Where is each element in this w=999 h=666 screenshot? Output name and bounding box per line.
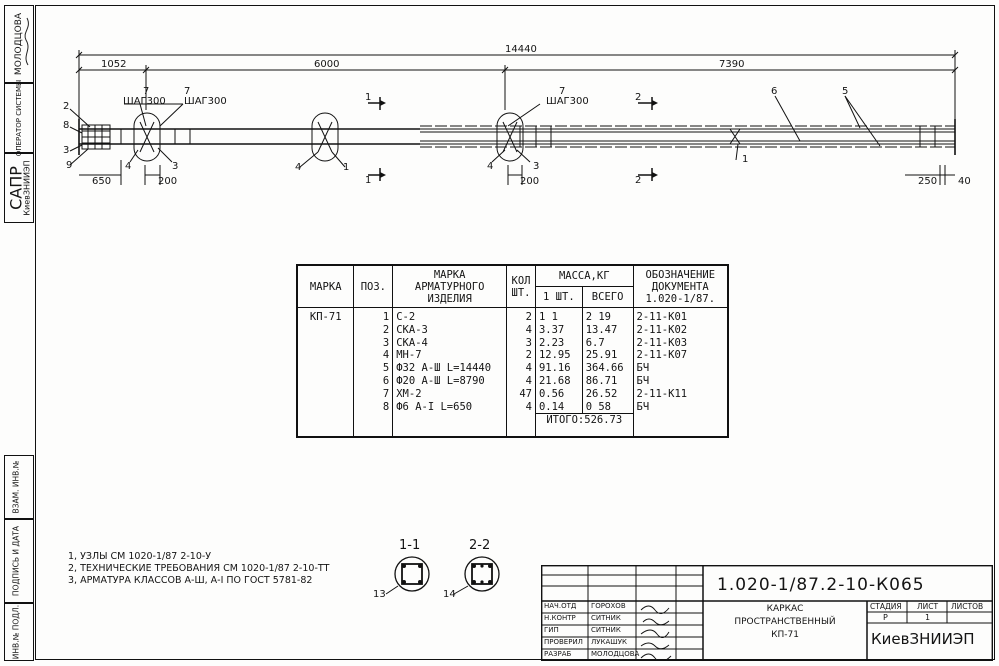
spec-marka-cell: КП-71 bbox=[309, 311, 342, 323]
spec-cell-poz: 1 bbox=[354, 308, 393, 324]
spec-cell-qty: 2 bbox=[507, 349, 536, 362]
callout-3: 3 bbox=[63, 145, 70, 156]
spec-row bbox=[297, 337, 728, 350]
name-4: МОЛОДЦОВА bbox=[591, 650, 640, 658]
spec-row bbox=[297, 324, 728, 337]
callout-3b: 3 bbox=[172, 161, 179, 172]
spec-cell-m1: 0.56 bbox=[535, 388, 582, 401]
header-marka: МАРКА bbox=[297, 265, 354, 308]
spec-cell-item: СКА-4 bbox=[393, 337, 507, 350]
strip-podpis bbox=[4, 519, 34, 603]
step-label-1: ШАГ300 bbox=[123, 96, 166, 107]
callout-7b: 7 bbox=[184, 86, 191, 97]
dim-650: 650 bbox=[92, 176, 112, 187]
spec-cell-poz: 4 bbox=[354, 349, 393, 362]
spec-cell-m1: 91.16 bbox=[535, 362, 582, 375]
spec-cell-doc: БЧ bbox=[633, 362, 728, 375]
spec-cell-doc: 2-11-К03 bbox=[633, 337, 728, 350]
spec-empty-cell bbox=[354, 414, 393, 437]
description-line-2: ПРОСТРАНСТВЕННЫЙ bbox=[734, 617, 836, 627]
organization-name: КиевЗНИИЭП bbox=[871, 630, 975, 648]
stage-value: Р bbox=[883, 613, 888, 622]
dim-250: 250 bbox=[918, 176, 938, 187]
spec-cell-m1: 3.37 bbox=[535, 324, 582, 337]
spec-cell-doc: 2-11-К11 bbox=[633, 388, 728, 401]
spec-cell-m1: 2.23 bbox=[535, 337, 582, 350]
sheet-label: ЛИСТ bbox=[917, 602, 939, 611]
spec-cell-mall: 0 58 bbox=[582, 401, 633, 414]
cage-drawing bbox=[0, 0, 999, 260]
spec-cell-qty: 3 bbox=[507, 337, 536, 350]
dim-segment-1: 1052 bbox=[101, 59, 127, 70]
callout-4b: 4 bbox=[295, 162, 302, 173]
spec-cell-mall: 6.7 bbox=[582, 337, 633, 350]
callout-6: 6 bbox=[771, 86, 778, 97]
spec-row bbox=[297, 388, 728, 401]
header-mass-one: 1 ШТ. bbox=[535, 287, 582, 308]
spec-cell-qty: 4 bbox=[507, 362, 536, 375]
role-4: РАЗРАБ bbox=[544, 650, 572, 658]
header-item: МАРКА АРМАТУРНОГО ИЗДЕЛИЯ bbox=[393, 265, 507, 308]
spec-cell-qty: 4 bbox=[507, 401, 536, 414]
spec-cell-item: С-2 bbox=[393, 308, 507, 324]
section-views bbox=[370, 552, 510, 602]
role-1: Н.КОНТР bbox=[544, 614, 576, 622]
spec-row bbox=[297, 308, 728, 324]
strip-operator-text: ОПЕРАТОР СИСТЕМЫ bbox=[15, 79, 23, 157]
spec-cell-item: Ф20 А-Ш L=8790 bbox=[393, 375, 507, 388]
spec-cell-mall: 2 19 bbox=[582, 308, 633, 324]
spec-cell-item: Ф32 А-Ш L=14440 bbox=[393, 362, 507, 375]
spec-row bbox=[297, 375, 728, 388]
spec-row bbox=[297, 349, 728, 362]
spec-cell-poz: 5 bbox=[354, 362, 393, 375]
section-1-title: 1-1 bbox=[399, 538, 421, 553]
callout-7c: 7 bbox=[559, 86, 566, 97]
spec-cell-qty: 4 bbox=[507, 375, 536, 388]
spec-cell-m1: 21.68 bbox=[535, 375, 582, 388]
description-line-1: КАРКАС bbox=[766, 604, 804, 614]
sheets-label: ЛИСТОВ bbox=[951, 602, 984, 611]
title-block bbox=[541, 565, 993, 661]
name-1: СИТНИК bbox=[591, 614, 621, 622]
spec-cell-doc: 2-11-К07 bbox=[633, 349, 728, 362]
spec-cell-doc: БЧ bbox=[633, 375, 728, 388]
callout-2: 2 bbox=[63, 101, 70, 112]
strip-org-text: КиевЗНИИЭП bbox=[22, 160, 32, 216]
spec-cell-mall: 25.91 bbox=[582, 349, 633, 362]
section-mark-1-bottom: 1 bbox=[365, 175, 372, 186]
strip-inv bbox=[4, 603, 34, 661]
spec-cell-poz: 2 bbox=[354, 324, 393, 337]
header-doc: ОБОЗНАЧЕНИЕ ДОКУМЕНТА 1.020-1/87. bbox=[633, 265, 728, 308]
strip-sapr-text: САПР bbox=[6, 166, 26, 210]
callout-5: 5 bbox=[842, 86, 849, 97]
callout-4: 4 bbox=[125, 161, 132, 172]
callout-4c: 4 bbox=[487, 161, 494, 172]
spec-cell-mall: 364.66 bbox=[582, 362, 633, 375]
dim-segment-3: 7390 bbox=[719, 59, 745, 70]
name-3: ЛУКАШУК bbox=[591, 638, 628, 646]
notes-block bbox=[68, 551, 330, 587]
spec-empty-cell bbox=[507, 414, 536, 437]
document-code: 1.020-1/87.2-10-К065 bbox=[717, 575, 925, 595]
spec-cell-doc: БЧ bbox=[633, 401, 728, 414]
name-0: ГОРОХОВ bbox=[591, 602, 626, 610]
header-mass-all: ВСЕГО bbox=[582, 287, 633, 308]
header-mass: МАССА,КГ bbox=[535, 265, 633, 287]
strip-inv-text: ИНВ.№ ПОДЛ. bbox=[11, 604, 21, 660]
section-mark-2-top: 2 bbox=[635, 92, 642, 103]
dim-200-left: 200 bbox=[158, 176, 178, 187]
role-0: НАЧ.ОТД bbox=[544, 602, 577, 610]
section-mark-1-top: 1 bbox=[365, 92, 372, 103]
spec-cell-mall: 86.71 bbox=[582, 375, 633, 388]
note-2: 2, ТЕХНИЧЕСКИЕ ТРЕБОВАНИЯ СМ 1020-1/87 2-10-ТТ bbox=[68, 563, 330, 574]
note-1: 1, УЗЛЫ СМ 1020-1/87 2-10-У bbox=[68, 551, 212, 562]
dim-40: 40 bbox=[958, 176, 971, 187]
spec-cell-qty: 4 bbox=[507, 324, 536, 337]
description-block bbox=[703, 603, 867, 642]
step-label-3: ШАГ300 bbox=[546, 96, 589, 107]
spec-row bbox=[297, 362, 728, 375]
spec-cell-poz: 3 bbox=[354, 337, 393, 350]
callout-1: 1 bbox=[343, 162, 350, 173]
strip-vzam-text: ВЗАМ. ИНВ.№ bbox=[11, 460, 21, 514]
description-line-3: КП-71 bbox=[771, 630, 799, 640]
spec-cell-item: Ф6 А-I L=650 bbox=[393, 401, 507, 414]
spec-cell-poz: 6 bbox=[354, 375, 393, 388]
spec-empty-cell bbox=[393, 414, 507, 437]
callout-8: 8 bbox=[63, 120, 70, 131]
spec-cell-qty: 47 bbox=[507, 388, 536, 401]
spec-cell-mall: 13.47 bbox=[582, 324, 633, 337]
spec-cell-poz: 7 bbox=[354, 388, 393, 401]
spec-cell-m1: 1 1 bbox=[535, 308, 582, 324]
role-3: ПРОВЕРИЛ bbox=[544, 638, 583, 646]
role-2: ГИП bbox=[544, 626, 559, 634]
spec-row bbox=[297, 401, 728, 414]
section-mark-2-bottom: 2 bbox=[635, 175, 642, 186]
spec-cell-doc: 2-11-К02 bbox=[633, 324, 728, 337]
spec-cell-m1: 0.14 bbox=[535, 401, 582, 414]
spec-empty-cell bbox=[633, 414, 728, 437]
header-poz: ПОЗ. bbox=[354, 265, 393, 308]
stage-label: СТАДИЯ bbox=[870, 602, 902, 611]
callout-7a: 7 bbox=[143, 86, 150, 97]
spec-cell-m1: 12.95 bbox=[535, 349, 582, 362]
callout-1b: 1 bbox=[742, 154, 749, 165]
callout-14: 14 bbox=[443, 589, 456, 600]
step-label-2: ШАГ300 bbox=[184, 96, 227, 107]
dim-200-right: 200 bbox=[520, 176, 540, 187]
spec-total: ИТОГО:526.73 bbox=[535, 414, 633, 437]
dim-segment-2: 6000 bbox=[314, 59, 340, 70]
spec-cell-qty: 2 bbox=[507, 308, 536, 324]
dim-overall: 14440 bbox=[505, 44, 537, 55]
name-2: СИТНИК bbox=[591, 626, 621, 634]
spec-cell-item: МН-7 bbox=[393, 349, 507, 362]
specification-table bbox=[296, 264, 729, 438]
spec-cell-doc: 2-11-К01 bbox=[633, 308, 728, 324]
callout-13: 13 bbox=[373, 589, 386, 600]
strip-podpis-text: ПОДПИСЬ И ДАТА bbox=[11, 525, 21, 597]
strip-vzam bbox=[4, 455, 34, 519]
spec-total-row bbox=[297, 414, 728, 437]
callout-3c: 3 bbox=[533, 161, 540, 172]
spec-cell-poz: 8 bbox=[354, 401, 393, 414]
section-2-title: 2-2 bbox=[469, 538, 491, 553]
strip-name-text: МОЛОДЦОВА bbox=[14, 12, 24, 76]
spec-cell-item: СКА-3 bbox=[393, 324, 507, 337]
spec-cell-item: ХМ-2 bbox=[393, 388, 507, 401]
sheet-value: 1 bbox=[925, 613, 931, 622]
note-3: 3, АРМАТУРА КЛАССОВ А-Ш, А-I ПО ГОСТ 5781-82 bbox=[68, 575, 313, 586]
header-qty: КОЛ ШТ. bbox=[507, 265, 536, 308]
spec-cell-mall: 26.52 bbox=[582, 388, 633, 401]
callout-9: 9 bbox=[66, 160, 73, 171]
